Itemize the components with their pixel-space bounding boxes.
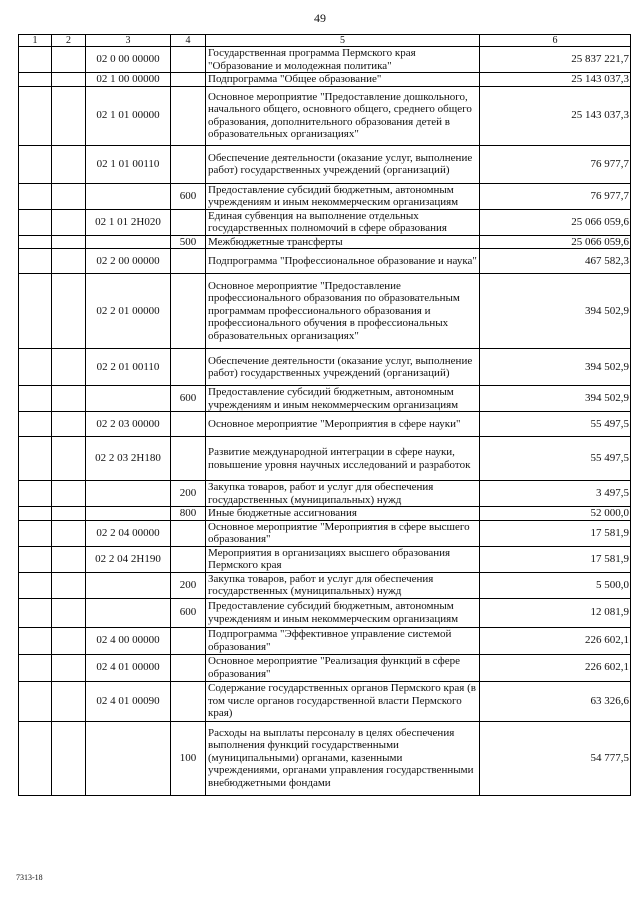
amount-cell: 25 066 059,6 <box>480 209 631 235</box>
empty-cell-2 <box>52 598 86 627</box>
empty-cell-1 <box>19 481 52 507</box>
empty-cell-2 <box>52 386 86 412</box>
empty-cell-1 <box>19 546 52 572</box>
empty-cell-1 <box>19 47 52 73</box>
amount-cell: 25 143 037,3 <box>480 73 631 87</box>
target-code-cell: 02 1 01 00000 <box>86 86 171 145</box>
description-cell: Закупка товаров, работ и услуг для обеспечения государственных (муниципальных) нужд <box>206 481 480 507</box>
target-code-cell: 02 2 03 2Н180 <box>86 437 171 481</box>
amount-cell: 226 602,1 <box>480 627 631 654</box>
description-cell: Основное мероприятие "Реализация функций в сфере образования" <box>206 654 480 681</box>
target-code-cell: 02 2 04 2Н190 <box>86 546 171 572</box>
amount-cell: 25 143 037,3 <box>480 86 631 145</box>
expense-type-cell: 500 <box>171 235 206 249</box>
description-cell: Единая субвенция на выполнение отдельных государственных полномочий в сфере образования <box>206 209 480 235</box>
expense-type-cell <box>171 520 206 546</box>
amount-cell: 394 502,9 <box>480 349 631 386</box>
table-row <box>19 209 631 235</box>
empty-cell-2 <box>52 681 86 721</box>
description-cell: Основное мероприятие "Предоставление дошкольного, начального общего, основного общего, среднего общего образования, дополнительного образования детей в образовательных организациях" <box>206 86 480 145</box>
expense-type-cell <box>171 349 206 386</box>
header-row <box>19 35 631 47</box>
amount-cell: 52 000,0 <box>480 507 631 521</box>
target-code-cell: 02 0 00 00000 <box>86 47 171 73</box>
empty-cell-2 <box>52 412 86 437</box>
expense-type-cell <box>171 681 206 721</box>
expense-type-cell: 600 <box>171 598 206 627</box>
description-cell: Развитие международной интеграции в сфере науки, повышение уровня научных исследований и разработок <box>206 437 480 481</box>
target-code-cell: 02 2 00 00000 <box>86 249 171 274</box>
description-cell: Подпрограмма "Профессиональное образование и наука" <box>206 249 480 274</box>
expense-type-cell: 200 <box>171 481 206 507</box>
empty-cell-1 <box>19 412 52 437</box>
amount-cell: 55 497,5 <box>480 437 631 481</box>
table-row <box>19 249 631 274</box>
target-code-cell <box>86 183 171 209</box>
empty-cell-2 <box>52 183 86 209</box>
table-row <box>19 412 631 437</box>
amount-cell: 76 977,7 <box>480 145 631 183</box>
description-cell: Основное мероприятие "Мероприятия в сфере высшего образования" <box>206 520 480 546</box>
empty-cell-2 <box>52 437 86 481</box>
description-cell: Межбюджетные трансферты <box>206 235 480 249</box>
amount-cell: 76 977,7 <box>480 183 631 209</box>
expense-type-cell <box>171 209 206 235</box>
description-cell: Обеспечение деятельности (оказание услуг, выполнение работ) государственных учреждений (организаций) <box>206 349 480 386</box>
empty-cell-1 <box>19 73 52 87</box>
empty-cell-2 <box>52 47 86 73</box>
table-row <box>19 274 631 349</box>
table-row <box>19 86 631 145</box>
empty-cell-2 <box>52 546 86 572</box>
empty-cell-2 <box>52 274 86 349</box>
table-row <box>19 235 631 249</box>
empty-cell-1 <box>19 183 52 209</box>
table-row <box>19 349 631 386</box>
empty-cell-1 <box>19 349 52 386</box>
empty-cell-1 <box>19 721 52 795</box>
header-col-5: 5 <box>206 35 480 47</box>
description-cell: Государственная программа Пермского края "Образование и молодежная политика" <box>206 47 480 73</box>
expense-type-cell <box>171 73 206 87</box>
empty-cell-1 <box>19 249 52 274</box>
description-cell: Содержание государственных органов Пермского края (в том числе органов государственной власти Пермского края) <box>206 681 480 721</box>
empty-cell-2 <box>52 249 86 274</box>
table-row <box>19 386 631 412</box>
empty-cell-2 <box>52 145 86 183</box>
table-row <box>19 572 631 598</box>
expense-type-cell: 200 <box>171 572 206 598</box>
target-code-cell <box>86 572 171 598</box>
empty-cell-2 <box>52 572 86 598</box>
empty-cell-1 <box>19 145 52 183</box>
amount-cell: 17 581,9 <box>480 546 631 572</box>
budget-table <box>18 34 631 796</box>
empty-cell-1 <box>19 654 52 681</box>
footer-code: 7313-18 <box>16 873 43 882</box>
empty-cell-2 <box>52 73 86 87</box>
empty-cell-2 <box>52 627 86 654</box>
amount-cell: 63 326,6 <box>480 681 631 721</box>
empty-cell-2 <box>52 86 86 145</box>
amount-cell: 54 777,5 <box>480 721 631 795</box>
empty-cell-1 <box>19 572 52 598</box>
header-col-1: 1 <box>19 35 52 47</box>
expense-type-cell <box>171 412 206 437</box>
table-row <box>19 546 631 572</box>
expense-type-cell <box>171 249 206 274</box>
amount-cell: 3 497,5 <box>480 481 631 507</box>
empty-cell-1 <box>19 386 52 412</box>
amount-cell: 17 581,9 <box>480 520 631 546</box>
amount-cell: 12 081,9 <box>480 598 631 627</box>
empty-cell-2 <box>52 721 86 795</box>
description-cell: Основное мероприятие "Предоставление профессионального образования по образовательным программам профессионального образования и профессионального обучения в профессиональных образовательных организациях" <box>206 274 480 349</box>
expense-type-cell <box>171 86 206 145</box>
empty-cell-2 <box>52 507 86 521</box>
description-cell: Подпрограмма "Общее образование" <box>206 73 480 87</box>
description-cell: Мероприятия в организациях высшего образования Пермского края <box>206 546 480 572</box>
target-code-cell: 02 1 01 00110 <box>86 145 171 183</box>
empty-cell-1 <box>19 209 52 235</box>
expense-type-cell <box>171 546 206 572</box>
table-row <box>19 507 631 521</box>
target-code-cell <box>86 598 171 627</box>
expense-type-cell <box>171 274 206 349</box>
header-col-3: 3 <box>86 35 171 47</box>
expense-type-cell <box>171 47 206 73</box>
empty-cell-1 <box>19 274 52 349</box>
empty-cell-1 <box>19 507 52 521</box>
description-cell: Основное мероприятие "Мероприятия в сфере науки" <box>206 412 480 437</box>
table-row <box>19 598 631 627</box>
target-code-cell: 02 2 04 00000 <box>86 520 171 546</box>
target-code-cell: 02 2 01 00000 <box>86 274 171 349</box>
description-cell: Закупка товаров, работ и услуг для обеспечения государственных (муниципальных) нужд <box>206 572 480 598</box>
empty-cell-1 <box>19 437 52 481</box>
target-code-cell: 02 2 01 00110 <box>86 349 171 386</box>
description-cell: Иные бюджетные ассигнования <box>206 507 480 521</box>
header-col-6: 6 <box>480 35 631 47</box>
target-code-cell <box>86 235 171 249</box>
table-row <box>19 654 631 681</box>
target-code-cell <box>86 721 171 795</box>
expense-type-cell: 800 <box>171 507 206 521</box>
description-cell: Расходы на выплаты персоналу в целях обеспечения выполнения функций государственными (муниципальными) органами, казенными учреждениями, органами управления государственными внебюджетными фондами <box>206 721 480 795</box>
table-row <box>19 437 631 481</box>
empty-cell-1 <box>19 627 52 654</box>
empty-cell-2 <box>52 235 86 249</box>
target-code-cell <box>86 507 171 521</box>
target-code-cell: 02 1 01 2Н020 <box>86 209 171 235</box>
empty-cell-2 <box>52 654 86 681</box>
description-cell: Подпрограмма "Эффективное управление системой образования" <box>206 627 480 654</box>
target-code-cell <box>86 481 171 507</box>
amount-cell: 25 066 059,6 <box>480 235 631 249</box>
target-code-cell: 02 4 00 00000 <box>86 627 171 654</box>
table-row <box>19 47 631 73</box>
header-col-4: 4 <box>171 35 206 47</box>
expense-type-cell: 600 <box>171 183 206 209</box>
expense-type-cell: 600 <box>171 386 206 412</box>
target-code-cell <box>86 386 171 412</box>
amount-cell: 467 582,3 <box>480 249 631 274</box>
target-code-cell: 02 2 03 00000 <box>86 412 171 437</box>
empty-cell-2 <box>52 520 86 546</box>
expense-type-cell: 100 <box>171 721 206 795</box>
table-row <box>19 183 631 209</box>
empty-cell-1 <box>19 235 52 249</box>
description-cell: Предоставление субсидий бюджетным, автономным учреждениям и иным некоммерческим организациям <box>206 598 480 627</box>
amount-cell: 55 497,5 <box>480 412 631 437</box>
table-row <box>19 481 631 507</box>
empty-cell-2 <box>52 481 86 507</box>
table-row <box>19 73 631 87</box>
table-body <box>19 47 631 796</box>
empty-cell-2 <box>52 209 86 235</box>
expense-type-cell <box>171 437 206 481</box>
target-code-cell: 02 4 01 00000 <box>86 654 171 681</box>
empty-cell-1 <box>19 681 52 721</box>
header-col-2: 2 <box>52 35 86 47</box>
amount-cell: 5 500,0 <box>480 572 631 598</box>
amount-cell: 226 602,1 <box>480 654 631 681</box>
empty-cell-1 <box>19 86 52 145</box>
amount-cell: 25 837 221,7 <box>480 47 631 73</box>
target-code-cell: 02 1 00 00000 <box>86 73 171 87</box>
amount-cell: 394 502,9 <box>480 274 631 349</box>
expense-type-cell <box>171 654 206 681</box>
table-row <box>19 681 631 721</box>
table-row <box>19 721 631 795</box>
table-row <box>19 520 631 546</box>
amount-cell: 394 502,9 <box>480 386 631 412</box>
empty-cell-1 <box>19 520 52 546</box>
empty-cell-1 <box>19 598 52 627</box>
expense-type-cell <box>171 627 206 654</box>
table-row <box>19 627 631 654</box>
table-row <box>19 145 631 183</box>
empty-cell-2 <box>52 349 86 386</box>
target-code-cell: 02 4 01 00090 <box>86 681 171 721</box>
description-cell: Обеспечение деятельности (оказание услуг, выполнение работ) государственных учреждений (организаций) <box>206 145 480 183</box>
description-cell: Предоставление субсидий бюджетным, автономным учреждениям и иным некоммерческим организациям <box>206 386 480 412</box>
expense-type-cell <box>171 145 206 183</box>
page-number: 49 <box>314 11 326 25</box>
description-cell: Предоставление субсидий бюджетным, автономным учреждениям и иным некоммерческим организациям <box>206 183 480 209</box>
